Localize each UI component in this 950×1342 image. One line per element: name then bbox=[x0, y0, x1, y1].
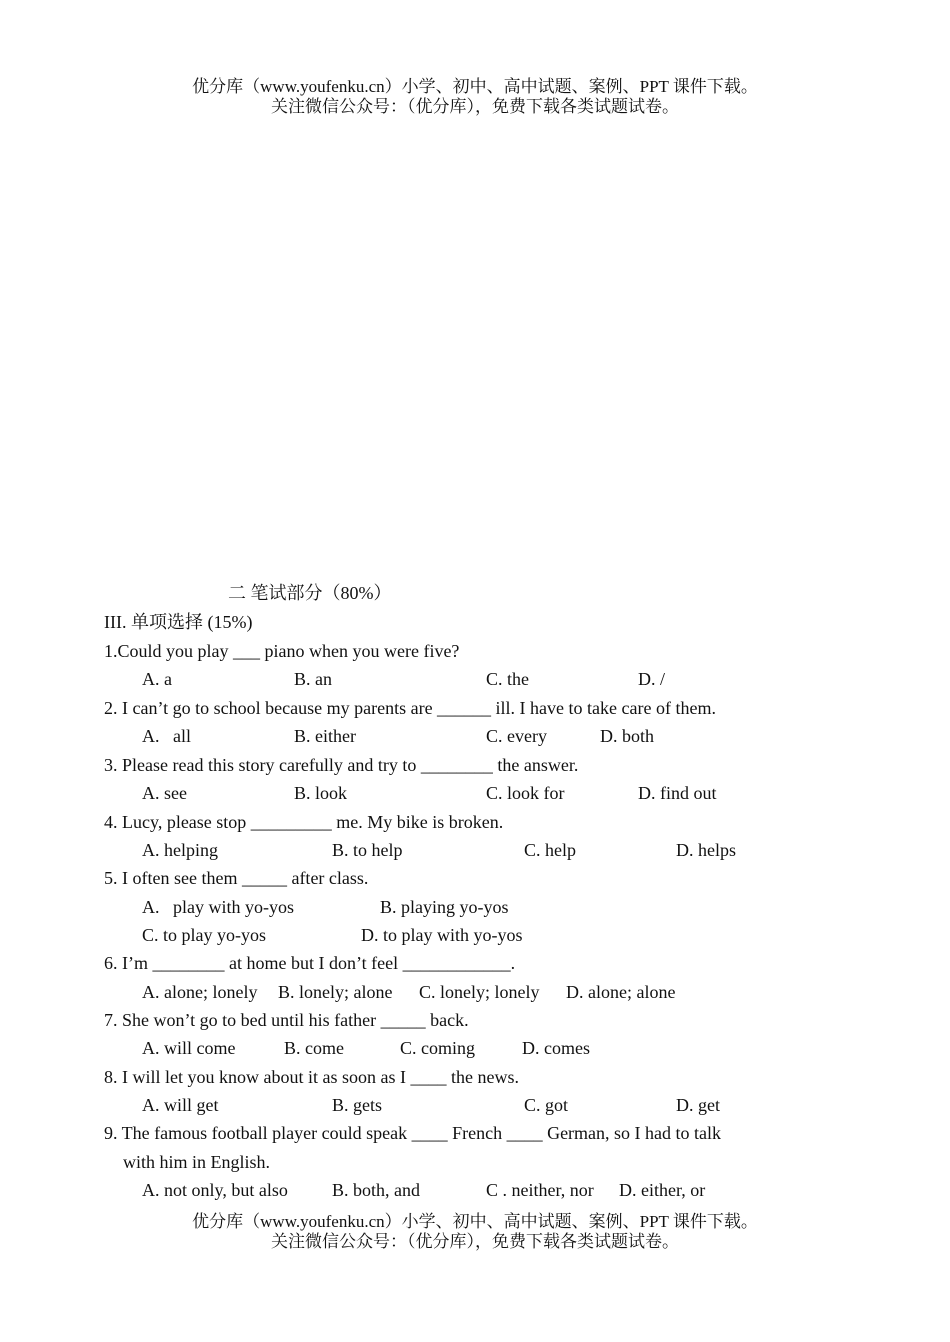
question-2-option-c: C. every bbox=[486, 726, 547, 746]
question-7-text: 7. She won’t go to bed until his father _____ back. bbox=[104, 1010, 469, 1030]
question-5-text: 5. I often see them _____ after class. bbox=[104, 868, 369, 888]
question-7-option-b: B. come bbox=[284, 1038, 344, 1058]
question-7-option-c: C. coming bbox=[400, 1038, 475, 1058]
question-3-option-c: C. look for bbox=[486, 783, 565, 803]
question-9-option-a: A. not only, but also bbox=[142, 1180, 288, 1200]
question-2-option-d: D. both bbox=[600, 726, 654, 746]
question-9-text-continued: with him in English. bbox=[123, 1152, 271, 1172]
question-4-option-a: A. helping bbox=[142, 840, 218, 860]
question-6-text: 6. I’m ________ at home but I don’t feel ____________. bbox=[104, 953, 516, 973]
question-9-option-b: B. both, and bbox=[332, 1180, 420, 1200]
question-1-option-d: D. / bbox=[638, 669, 665, 689]
question-6-option-b: B. lonely; alone bbox=[278, 982, 393, 1002]
question-1-option-b: B. an bbox=[294, 669, 332, 689]
question-1-option-a: A. a bbox=[142, 669, 172, 689]
question-3-option-b: B. look bbox=[294, 783, 348, 803]
question-4-text: 4. Lucy, please stop _________ me. My bike is broken. bbox=[104, 812, 504, 832]
part-title: III. 单项选择 (15%) bbox=[104, 612, 253, 632]
question-2-text: 2. I can’t go to school because my parents are ______ ill. I have to take care of them. bbox=[104, 698, 716, 718]
question-4-option-c: C. help bbox=[524, 840, 576, 860]
question-2-option-a: A. all bbox=[142, 726, 191, 746]
question-6-option-a: A. alone; lonely bbox=[142, 982, 258, 1002]
question-5-option-a: A. play with yo-yos bbox=[142, 897, 294, 917]
question-9-text: 9. The famous football player could speak ____ French ____ German, so I had to talk bbox=[104, 1123, 722, 1143]
question-7-option-a: A. will come bbox=[142, 1038, 236, 1058]
question-9-option-d: D. either, or bbox=[619, 1180, 706, 1200]
question-3-option-a: A. see bbox=[142, 783, 187, 803]
section-title: 二 笔试部分（80%） bbox=[228, 583, 392, 603]
question-7-option-d: D. comes bbox=[522, 1038, 590, 1058]
header-line-2: 关注微信公众号：（优分库），免费下载各类试题试卷。 bbox=[271, 97, 679, 116]
footer-line-1: 优分库（www.youfenku.cn）小学、初中、高中试题、案例、PPT 课件下载。 bbox=[192, 1212, 758, 1231]
question-5-option-b: B. playing yo-yos bbox=[380, 897, 509, 917]
question-8-option-b: B. gets bbox=[332, 1095, 383, 1115]
question-3-option-d: D. find out bbox=[638, 783, 717, 803]
question-1-option-c: C. the bbox=[486, 669, 529, 689]
question-5-option-d: D. to play with yo-yos bbox=[361, 925, 523, 945]
question-2-option-b: B. either bbox=[294, 726, 356, 746]
question-5-option-c: C. to play yo-yos bbox=[142, 925, 266, 945]
question-1-text: 1.Could you play ___ piano when you were five? bbox=[104, 641, 460, 661]
question-3-text: 3. Please read this story carefully and try to ________ the answer. bbox=[104, 755, 579, 775]
footer-line-2: 关注微信公众号：（优分库），免费下载各类试题试卷。 bbox=[271, 1232, 679, 1251]
question-4-option-d: D. helps bbox=[676, 840, 736, 860]
question-8-option-d: D. get bbox=[676, 1095, 720, 1115]
question-6-option-d: D. alone; alone bbox=[566, 982, 676, 1002]
header-line-1: 优分库（www.youfenku.cn）小学、初中、高中试题、案例、PPT 课件下载。 bbox=[192, 77, 758, 96]
question-8-option-a: A. will get bbox=[142, 1095, 219, 1115]
question-9-option-c: C . neither, nor bbox=[486, 1180, 594, 1200]
question-8-text: 8. I will let you know about it as soon as I ____ the news. bbox=[104, 1067, 519, 1087]
question-4-option-b: B. to help bbox=[332, 840, 403, 860]
question-8-option-c: C. got bbox=[524, 1095, 569, 1115]
question-6-option-c: C. lonely; lonely bbox=[419, 982, 540, 1002]
